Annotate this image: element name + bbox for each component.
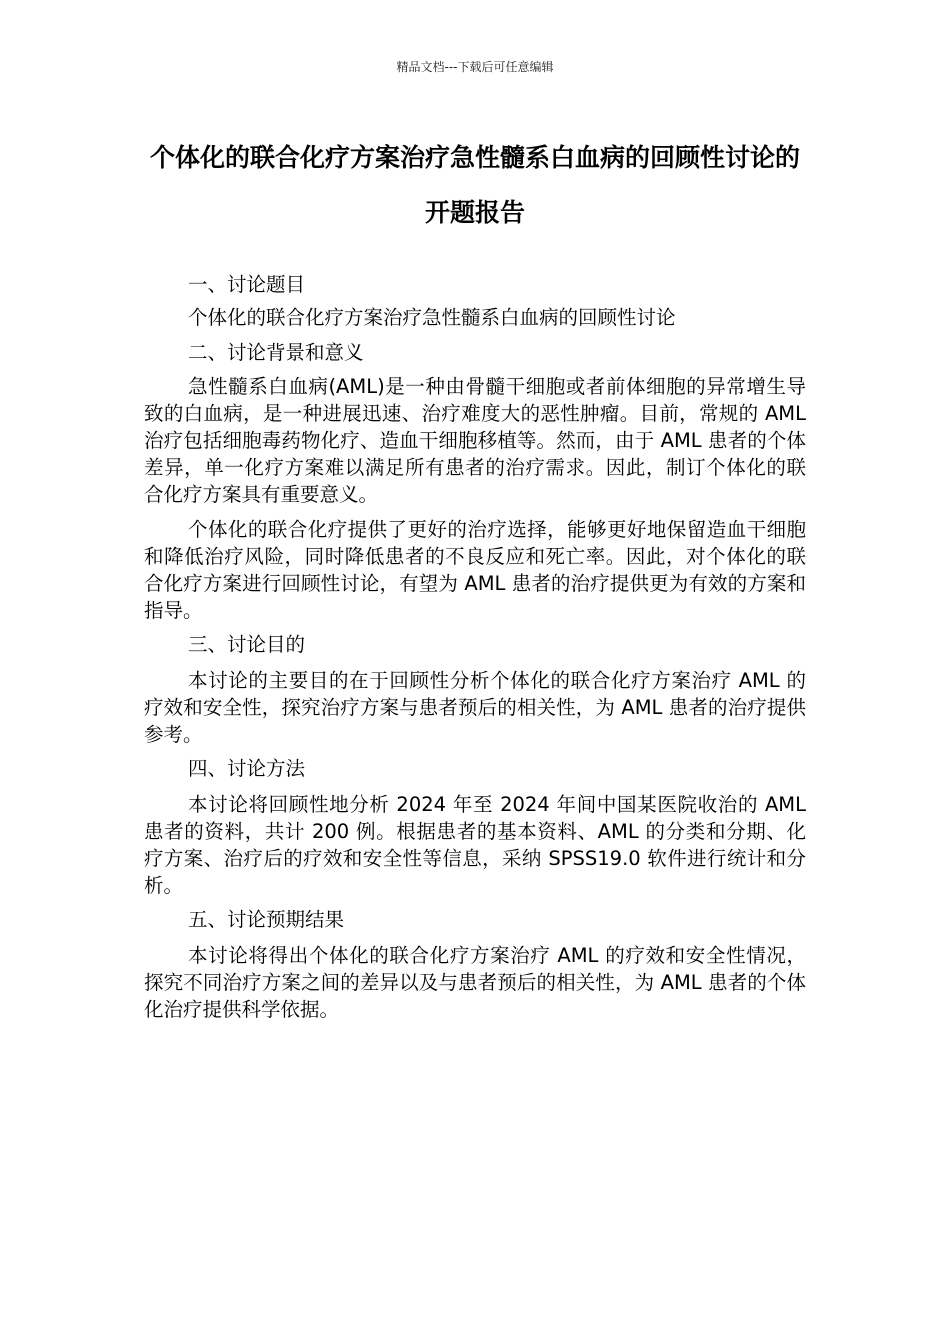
page-header: 精品文档---下载后可任意编辑 (396, 60, 554, 74)
section-expected-results (144, 903, 806, 1023)
section-heading: 五、讨论预期结果 (188, 908, 345, 931)
section-method (144, 752, 806, 899)
section-heading: 二、讨论背景和意义 (188, 341, 364, 364)
topic-text: 个体化的联合化疗方案治疗急性髓系白血病的回顾性讨论 (188, 306, 676, 329)
section-heading: 一、讨论题目 (188, 273, 306, 296)
section-heading: 三、讨论目的 (188, 633, 306, 656)
document-title: 个体化的联合化疗方案治疗急性髓系白血病的回顾性讨论的开题报告 (149, 143, 800, 227)
paragraph: 急性髓系白血病(AML)是一种由骨髓干细胞或者前体细胞的异常增生导致的白血病，是一种进展迅速、治疗难度大的恶性肿瘤。目前，常规的 AML 治疗包括细胞毒药物化疗、造血干细胞移植等。然而，由于 AML 患者的个体差异，单一化疗方案难以满足所有患者的治疗需求。因此，制订个体化的联合化疗方案具有重要意义。 (144, 375, 806, 506)
paragraph: 本讨论将回顾性地分析 2024 年至 2024 年间中国某医院收治的 AML 患者的资料，共计 200 例。根据患者的基本资料、AML 的分类和分期、化疗方案、治疗后的疗效和安全性等信息，采纳 SPSS19.0 软件进行统计和分析。 (144, 793, 806, 897)
document-body (144, 268, 806, 1031)
section-heading: 四、讨论方法 (188, 757, 306, 780)
section-background (144, 336, 806, 624)
section-purpose (144, 628, 806, 748)
paragraph: 个体化的联合化疗提供了更好的治疗选择，能够更好地保留造血干细胞和降低治疗风险，同时降低患者的不良反应和死亡率。因此，对个体化的联合化疗方案进行回顾性讨论，有望为 AML 患者的治疗提供更为有效的方案和指导。 (144, 518, 806, 622)
paragraph: 本讨论的主要目的在于回顾性分析个体化的联合化疗方案治疗 AML 的疗效和安全性，探究治疗方案与患者预后的相关性，为 AML 患者的治疗提供参考。 (144, 669, 806, 746)
section-topic (144, 268, 806, 334)
paragraph: 本讨论将得出个体化的联合化疗方案治疗 AML 的疗效和安全性情况，探究不同治疗方案之间的差异以及与患者预后的相关性，为 AML 患者的个体化治疗提供科学依据。 (144, 944, 806, 1021)
